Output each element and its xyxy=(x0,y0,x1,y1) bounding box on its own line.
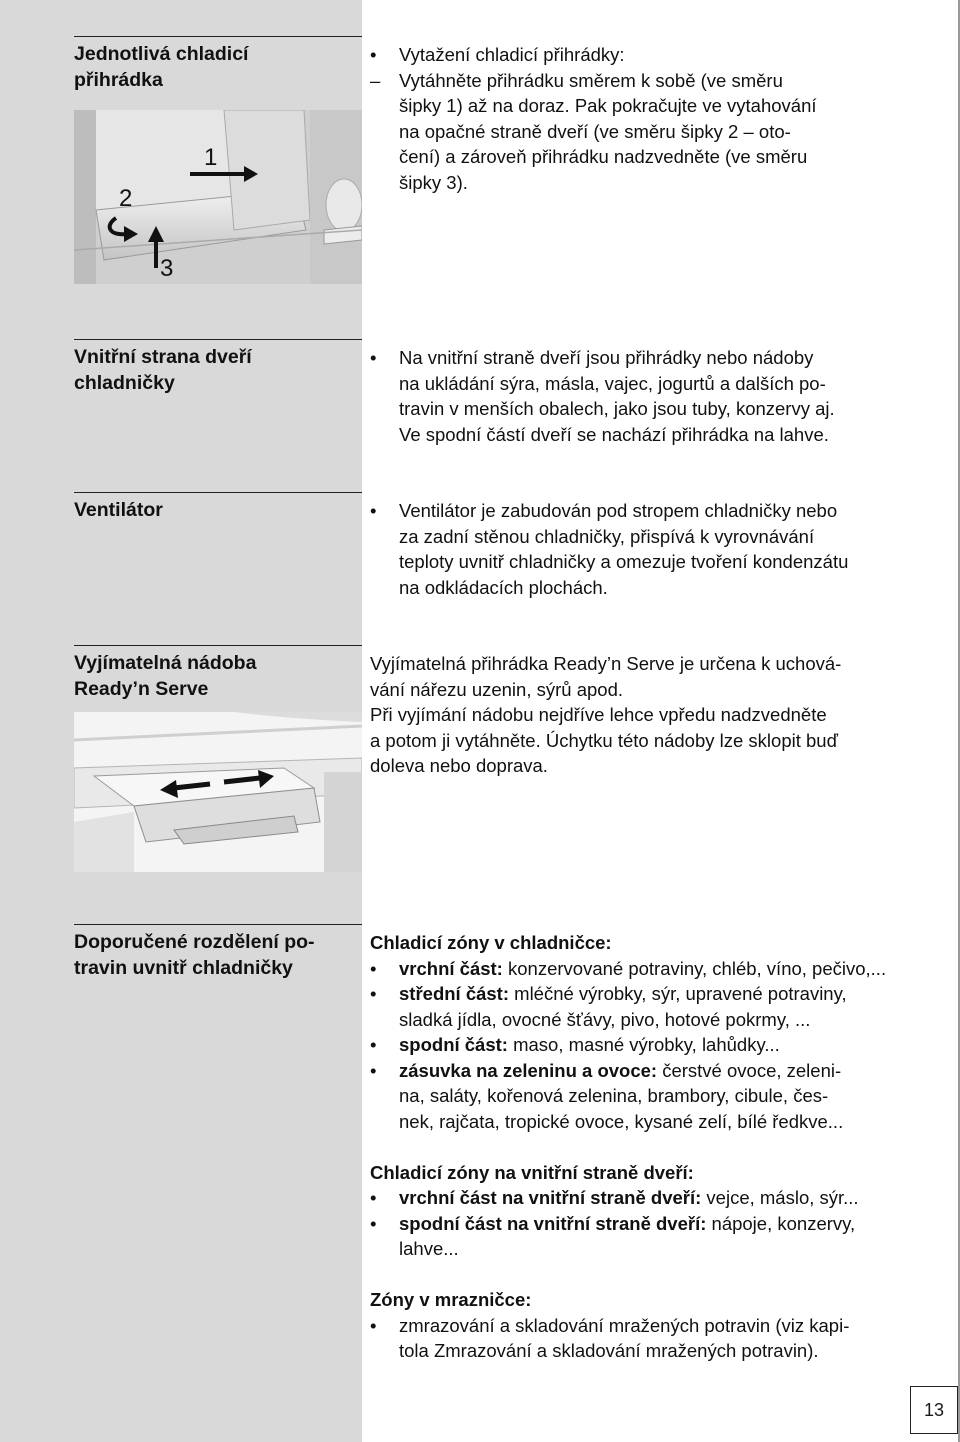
list-item: • vrchní část na vnitřní straně dveří: vejce, máslo, sýr... xyxy=(370,1185,930,1211)
ready-n-serve-drawing xyxy=(74,712,362,872)
section-rule xyxy=(74,492,362,493)
section-heading-fan: Ventilátor xyxy=(74,499,163,521)
list-item: • zásuvka na zeleninu a ovoce: čerstvé ovoce, zeleni- xyxy=(370,1058,930,1084)
list-item: • vrchní část: konzervované potraviny, chléb, víno, pečivo,... xyxy=(370,956,930,982)
section-body-food-zones: Chladicí zóny v chladničce: • vrchní část: konzervované potraviny, chléb, víno, pečivo,... • střední část: mléčné výrobky, sýr, upravené potraviny, sladká jídla, ovocné šťávy, pivo, hotové pokrmy, ... • spodní část: maso, masné výrobky, lahůdky... • zásuvka na zeleninu a ovoce: čerstvé ovoce, zeleni- na, saláty, kořenová zelenina, brambory, cibule, čes- nek, rajčata, tropické ovoce, kysané zelí, bílé ředkve... Chladicí zóny na vnitřní straně dveří: • vrchní část na vnitřní straně dveří: vejce, máslo, sýr... • spodní část na vnitřní straně dveří: nápoje, konzervy, lahve... Zóny v mrazničce: • zmrazování a skladování mražených potravin (viz kapi- tola Zmrazování a skladování mražených potravin). xyxy=(370,930,930,1364)
section-rule xyxy=(74,339,362,340)
figure-label: 1 xyxy=(204,144,218,171)
section-heading-ready-n-serve: Vyjímatelná nádoba Ready’n Serve xyxy=(74,652,257,700)
section-body-crisper: • Vytažení chladicí přihrádky: – Vytáhněte přihrádku směrem k sobě (ve směru šipky 1) až na doraz. Pak pokračujte ve vytahování na opačné straně dveří (ve směru šipky 2 – oto- čení) a zároveň přihrádku nadzvedněte (ve směru šipky 3). xyxy=(370,42,930,195)
subheading: Chladicí zóny v chladničce: xyxy=(370,932,612,953)
figure-label: 2 xyxy=(119,185,133,212)
subheading: Chladicí zóny na vnitřní straně dveří: xyxy=(370,1161,694,1183)
crisper-drawing xyxy=(74,110,362,284)
list-item: • střední část: mléčné výrobky, sýr, upravené potraviny, xyxy=(370,981,930,1007)
list-item: • spodní část: maso, masné výrobky, lahůdky... xyxy=(370,1032,930,1058)
section-heading-crisper: Jednotlivá chladicí přihrádka xyxy=(74,43,249,91)
section-heading-food-zones: Doporučené rozdělení po- travin uvnitř chladničky xyxy=(74,931,315,979)
section-rule xyxy=(74,36,362,37)
section-rule xyxy=(74,645,362,646)
section-body-door: • Na vnitřní straně dveří jsou přihrádky nebo nádoby na ukládání sýra, másla, vajec, jogurtů a dalších po- travin v menších obalech, jako jsou tuby, konzervy aj. Ve spodní částí dveří se nachází přihrádka na lahve. xyxy=(370,345,930,447)
list-item: • spodní část na vnitřní straně dveří: nápoje, konzervy, xyxy=(370,1211,930,1237)
section-rule xyxy=(74,924,362,925)
section-body-fan: • Ventilátor je zabudován pod stropem chladničky nebo za zadní stěnou chladničky, přispívá k vyrovnávání teploty uvnitř chladničky a omezuje tvoření kondenzátu na odkládacích plochách. xyxy=(370,498,930,600)
crisper-illustration xyxy=(74,110,362,284)
subheading: Zóny v mrazničce: xyxy=(370,1289,532,1310)
section-body-ready-n-serve: Vyjímatelná přihrádka Ready’n Serve je určena k uchová- vání nářezu uzenin, sýrů apod. Při vyjímání nádobu nejdříve lehce vpředu nadzvedněte a potom ji vytáhněte. Úchytku této nádoby lze sklopit buď doleva nebo doprava. xyxy=(370,653,842,776)
page-number: 13 xyxy=(910,1386,958,1434)
ready-n-serve-illustration xyxy=(74,712,362,872)
list-item: • zmrazování a skladování mražených potravin (viz kapi- xyxy=(370,1313,930,1339)
figure-label: 3 xyxy=(160,255,174,282)
section-heading-door: Vnitřní strana dveří chladničky xyxy=(74,346,252,394)
